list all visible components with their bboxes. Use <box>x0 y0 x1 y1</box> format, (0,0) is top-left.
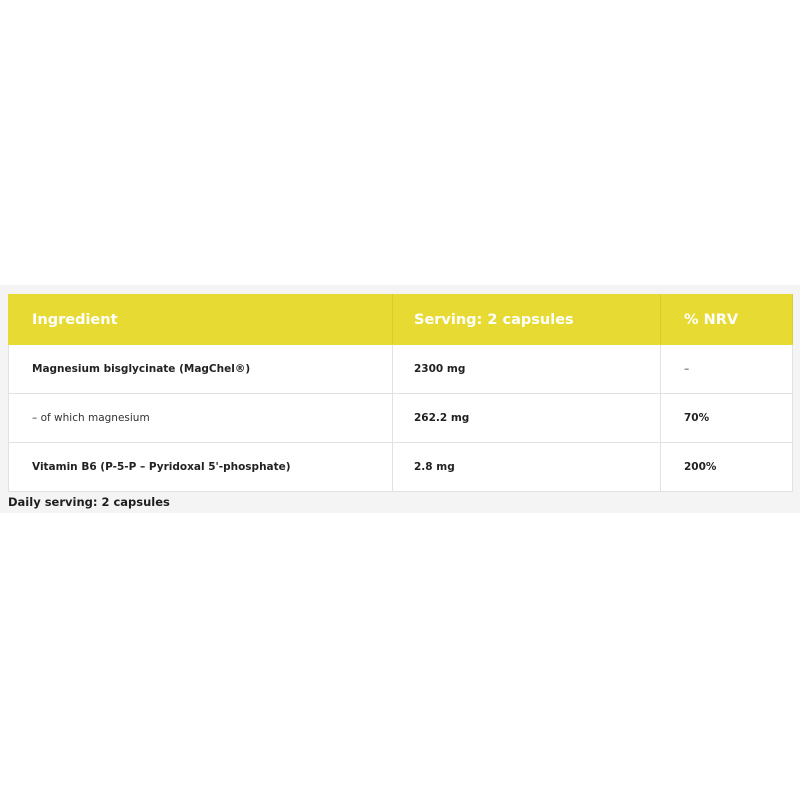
table-row <box>9 394 793 443</box>
ingredient-cell: – of which magnesium <box>9 394 393 443</box>
nrv-cell: – <box>661 345 793 394</box>
serving-cell: 2.8 mg <box>393 443 661 492</box>
serving-cell: 2300 mg <box>393 345 661 394</box>
header-ingredient: Ingredient <box>9 295 393 345</box>
daily-serving-note: Daily serving: 2 capsules <box>8 495 170 509</box>
header-nrv: % NRV <box>661 295 793 345</box>
table-row <box>9 345 793 394</box>
ingredient-cell: Magnesium bisglycinate (MagChel®) <box>9 345 393 394</box>
supplement-facts-table <box>8 294 793 492</box>
nrv-cell: 200% <box>661 443 793 492</box>
header-serving: Serving: 2 capsules <box>393 295 661 345</box>
table-row <box>9 443 793 492</box>
serving-cell: 262.2 mg <box>393 394 661 443</box>
table-header-row <box>9 295 793 345</box>
nrv-cell: 70% <box>661 394 793 443</box>
ingredient-cell: Vitamin B6 (P-5-P – Pyridoxal 5'-phosphate) <box>9 443 393 492</box>
